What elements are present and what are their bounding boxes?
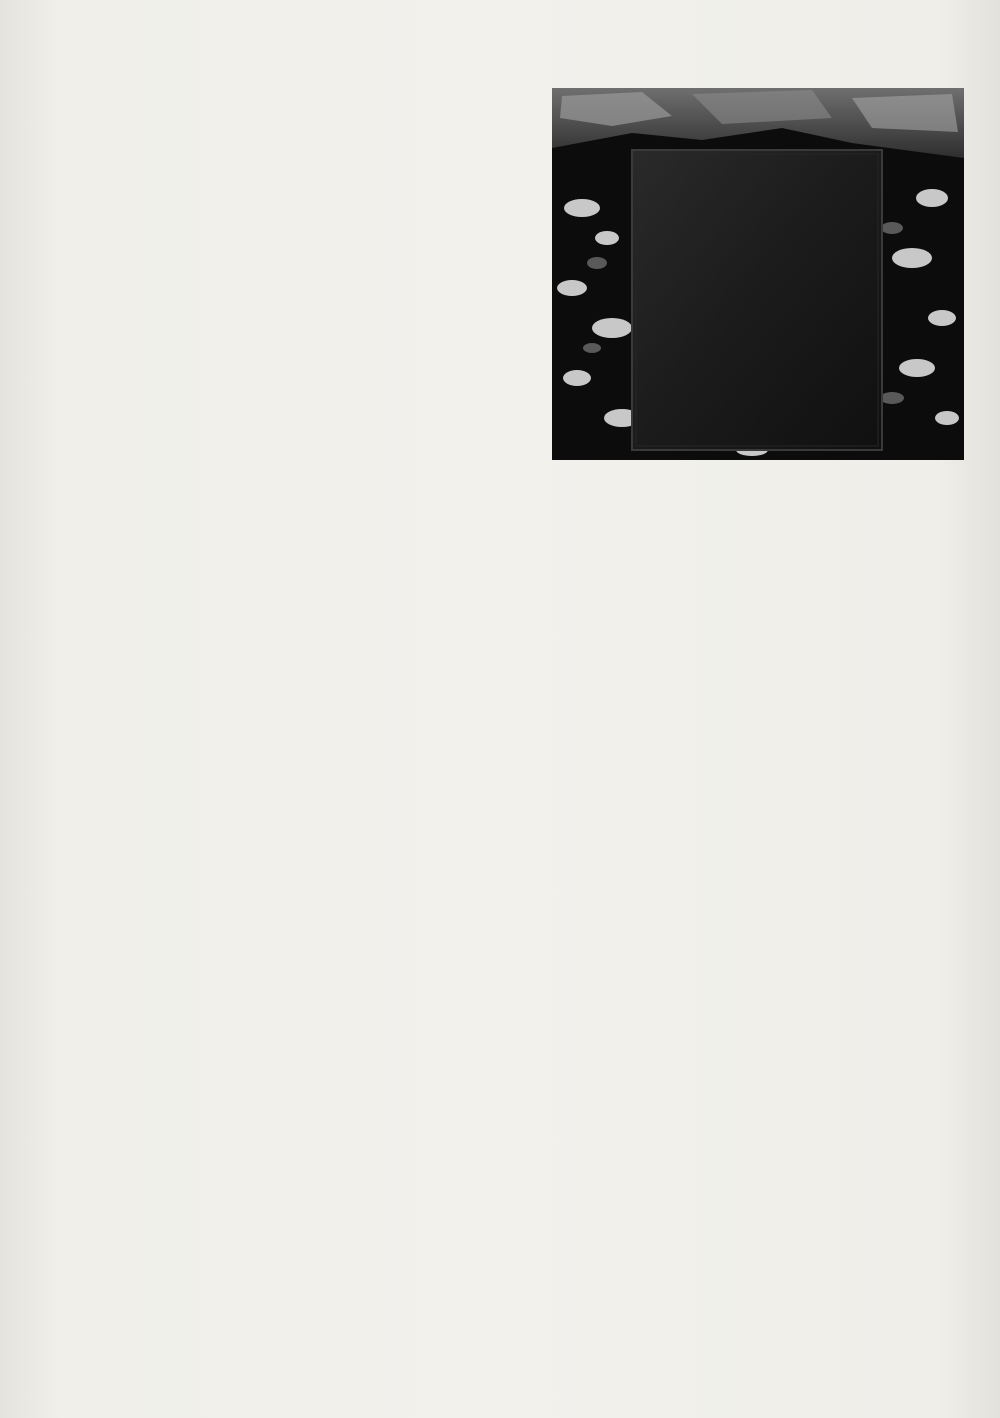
gravestone-photo-image	[552, 88, 964, 460]
gravestone-photo	[552, 88, 964, 460]
top-column-text	[48, 92, 488, 102]
